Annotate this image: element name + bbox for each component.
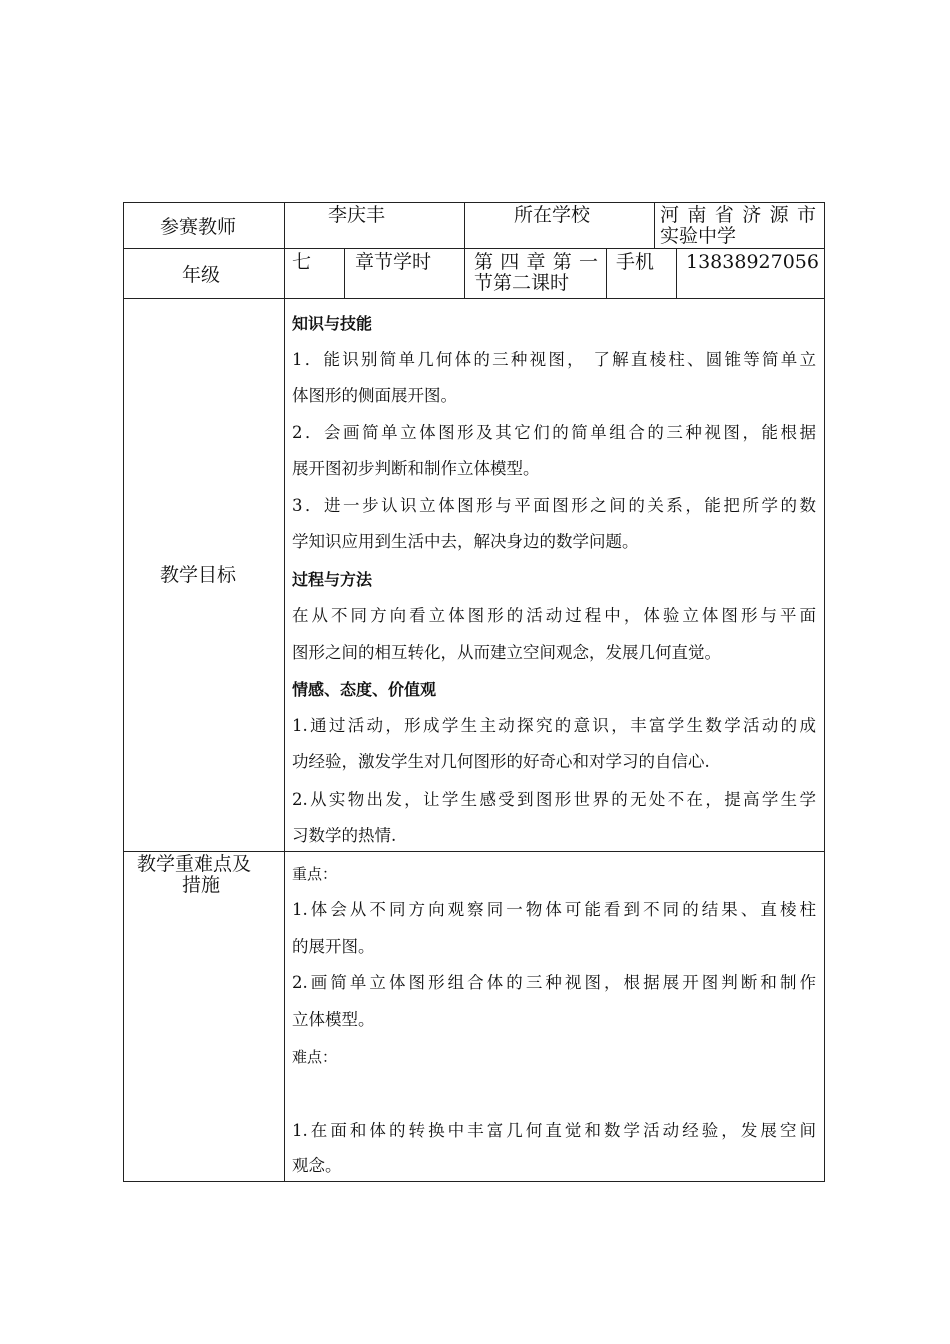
- table-border-bottom: [123, 1181, 825, 1182]
- goal-text-line: 2．会画简单立体图形及其它们的简单组合的三种视图，能根据: [292, 423, 816, 442]
- table-row-divider: [123, 248, 825, 249]
- teacher-name: 李庆丰: [328, 204, 386, 226]
- goal-text-line: 展开图初步判断和制作立体模型。: [292, 459, 540, 478]
- difficulty-text-line: 1.体会从不同方向观察同一物体可能看到不同的结果、直棱柱: [292, 900, 816, 919]
- difficulty-text-line: 观念。: [292, 1156, 342, 1175]
- table-border-left: [123, 202, 124, 1181]
- table-column-divider: [284, 202, 285, 1181]
- school-label: 所在学校: [514, 204, 591, 226]
- goal-text-line: 1．能识别简单几何体的三种视图， 了解直棱柱、圆锥等简单立: [292, 350, 816, 369]
- difficulty-text-line: 立体模型。: [292, 1010, 375, 1029]
- grade-label: 年级: [182, 264, 221, 286]
- table-column-divider: [606, 248, 607, 298]
- table-column-divider: [654, 202, 655, 248]
- knowledge-skills-heading: 知识与技能: [292, 314, 373, 333]
- goal-text-line: 学知识应用到生活中去，解决身边的数学问题。: [292, 532, 639, 551]
- chapter-value-line2: 节第二课时: [474, 272, 570, 294]
- goal-text-line: 习数学的热情.: [292, 826, 397, 845]
- school-name-line2: 实验中学: [660, 225, 737, 247]
- chapter-value-line1: 第四章第一: [474, 251, 598, 273]
- phone-label: 手机: [616, 251, 655, 273]
- process-method-heading: 过程与方法: [292, 570, 373, 589]
- table-row-divider: [123, 298, 825, 299]
- phone-value: 13838927056: [686, 251, 819, 273]
- goal-text-line: 2.从实物出发，让学生感受到图形世界的无处不在，提高学生学: [292, 790, 816, 809]
- difficulties-label-line2: 措施: [182, 874, 221, 896]
- goal-text-line: 体图形的侧面展开图。: [292, 386, 457, 405]
- table-column-divider: [344, 248, 345, 298]
- goals-label: 教学目标: [160, 564, 237, 586]
- goal-text-line: 图形之间的相互转化，从而建立空间观念，发展几何直觉。: [292, 643, 721, 662]
- difficult-points-heading: 难点：: [292, 1048, 338, 1066]
- difficulty-text-line: 的展开图。: [292, 937, 375, 956]
- emotion-attitude-values-heading: 情感、态度、价值观: [292, 680, 437, 699]
- key-points-heading: 重点：: [292, 865, 338, 883]
- goal-text-line: 3．进一步认识立体图形与平面图形之间的关系，能把所学的数: [292, 496, 816, 515]
- goal-text-line: 功经验，激发学生对几何图形的好奇心和对学习的自信心.: [292, 752, 710, 771]
- table-row-divider: [123, 851, 825, 852]
- table-column-divider: [676, 248, 677, 298]
- difficulties-label-line1: 教学重难点及: [137, 853, 252, 875]
- chapter-label: 章节学时: [355, 251, 432, 273]
- table-border-top: [123, 202, 825, 203]
- difficulty-text-line: 2.画简单立体图形组合体的三种视图，根据展开图判断和制作: [292, 973, 816, 992]
- table-column-divider: [464, 202, 465, 298]
- table-border-right: [824, 202, 825, 1181]
- school-name-line1: 河南省济源市: [660, 204, 816, 226]
- grade-value: 七: [292, 251, 312, 273]
- difficulty-text-line: 1.在面和体的转换中丰富几何直觉和数学活动经验，发展空间: [292, 1121, 816, 1140]
- goal-text-line: 1.通过活动，形成学生主动探究的意识，丰富学生数学活动的成: [292, 716, 816, 735]
- teacher-label: 参赛教师: [160, 216, 237, 238]
- goal-text-line: 在从不同方向看立体图形的活动过程中，体验立体图形与平面: [292, 606, 816, 625]
